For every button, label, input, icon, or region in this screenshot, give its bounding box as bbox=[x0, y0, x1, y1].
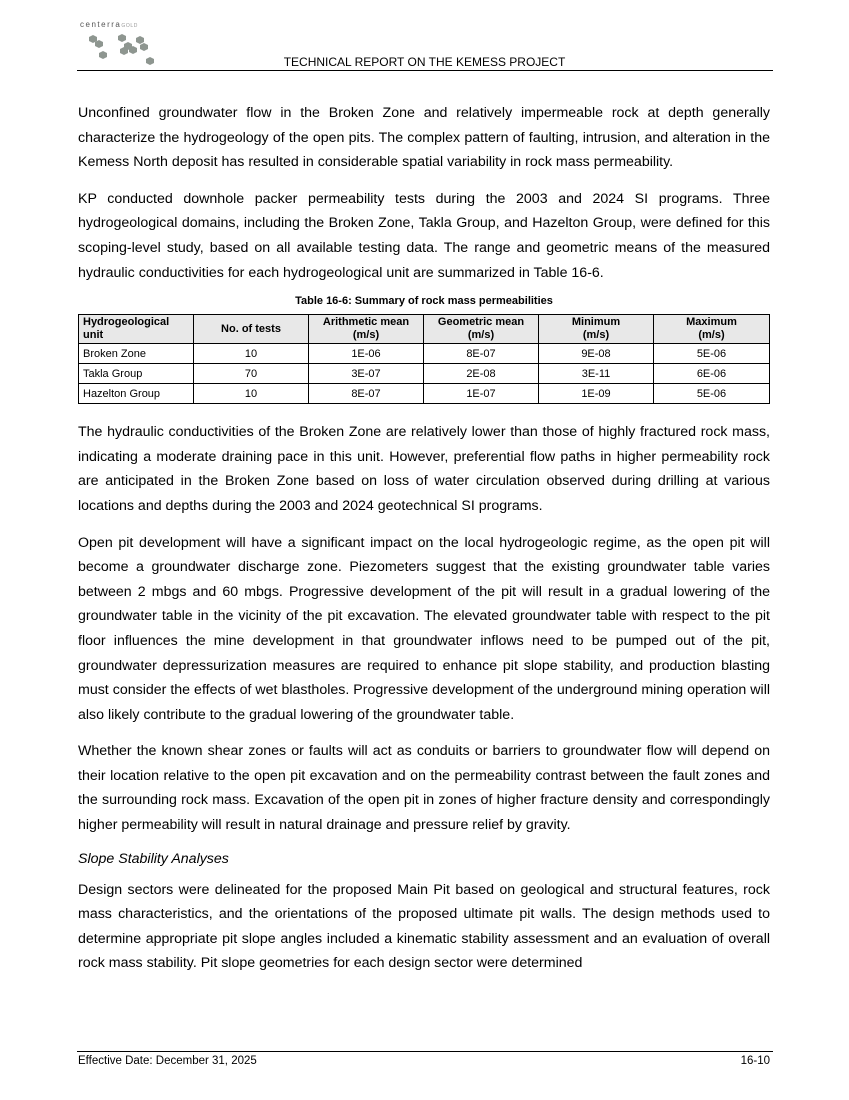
report-header-title: TECHNICAL REPORT ON THE KEMESS PROJECT bbox=[283, 55, 566, 69]
header-hydrogeological-unit: Hydrogeological unit bbox=[79, 315, 194, 344]
header-divider bbox=[77, 70, 773, 71]
table-cell: 3E-11 bbox=[539, 364, 654, 384]
footer-divider bbox=[77, 1051, 773, 1052]
table-cell: 10 bbox=[194, 384, 309, 404]
paragraph-2: KP conducted downhole packer permeability tests during the 2003 and 2024 SI programs. Three hydrogeological domains, including the Broken Zone, Takla Group, and Hazelton Group, were defined for this scoping-level study, based on all available testing data. The range and geometric means of the measured hydraulic conductivities for each hydrogeological unit are summarized in Table 16-6. bbox=[78, 190, 770, 281]
table-cell: 70 bbox=[194, 364, 309, 384]
table-cell: Takla Group bbox=[79, 364, 194, 384]
table-cell: 1E-09 bbox=[539, 384, 654, 404]
table-cell: 10 bbox=[194, 344, 309, 364]
table-row bbox=[79, 364, 770, 384]
header-geometric-mean: Geometric mean (m/s) bbox=[424, 315, 539, 344]
table-row bbox=[79, 384, 770, 404]
paragraph-3: The hydraulic conductivities of the Broken Zone are relatively lower than those of highly fractured rock mass, indicating a moderate draining pace in this unit. However, preferential flow paths in higher permeability rock are anticipated in the Broken Zone based on loss of water circulation observed during drilling at various locations and depths during the 2003 and 2024 geotechnical SI programs. bbox=[78, 424, 770, 514]
logo-wordmark: centerra bbox=[80, 20, 122, 29]
paragraph-6: Design sectors were delineated for the proposed Main Pit based on geological and structural features, rock mass characteristics, and the orientations of the proposed ultimate pit walls. The design methods used to determine appropriate pit slope angles included a kinematic stability assessment and an evaluation of overall rock mass stability. Pit slope geometries for each design sector were determined bbox=[78, 881, 770, 972]
table-cell: Broken Zone bbox=[79, 344, 194, 364]
section-subheading: Slope Stability Analyses bbox=[78, 850, 229, 867]
header-no-of-tests: No. of tests bbox=[194, 315, 309, 344]
paragraph-4: Open pit development will have a significant impact on the local hydrogeologic regime, as the open pit will become a groundwater discharge zone. Piezometers suggest that the existing groundwater table varies between 2 mbgs and 60 mbgs. Progressive development of the pit will result in a gradual lowering of the groundwater table in the vicinity of the pit excavation. The elevated groundwater table with respect to the pit floor influences the mine development in that groundwater inflows need to be pumped out of the pit, groundwater depressurization measures are required to enhance pit slope stability, and production blasting must consider the effects of wet blastholes. Progressive development of the underground mining operation will also likely contribute to the gradual lowering of the groundwater table. bbox=[78, 534, 770, 723]
header-maximum: Maximum (m/s) bbox=[654, 315, 770, 344]
permeability-table bbox=[78, 314, 770, 404]
table-cell: 2E-08 bbox=[424, 364, 539, 384]
page-body bbox=[78, 101, 770, 988]
page-number: 16-10 bbox=[740, 1055, 770, 1067]
header-arithmetic-mean: Arithmetic mean (m/s) bbox=[309, 315, 424, 344]
table-cell: 3E-07 bbox=[309, 364, 424, 384]
table-cell: 8E-07 bbox=[424, 344, 539, 364]
table-cell: 8E-07 bbox=[309, 384, 424, 404]
table-cell: 1E-07 bbox=[424, 384, 539, 404]
table-caption: Table 16-6: Summary of rock mass permeabilities bbox=[295, 295, 553, 308]
table-cell: 9E-08 bbox=[539, 344, 654, 364]
effective-date: Effective Date: December 31, 2025 bbox=[78, 1055, 257, 1067]
paragraph-1: Unconfined groundwater flow in the Broken Zone and relatively impermeable rock at depth generally characterize the hydrogeology of the open pits. The complex pattern of faulting, intrusion, and alteration in the Kemess North deposit has resulted in considerable spatial variability in rock mass permeability. bbox=[78, 105, 770, 171]
header-minimum: Minimum (m/s) bbox=[539, 315, 654, 344]
table-cell: Hazelton Group bbox=[79, 384, 194, 404]
table-header-row bbox=[79, 315, 770, 344]
table-row bbox=[79, 344, 770, 364]
table-cell: 6E-06 bbox=[654, 364, 770, 384]
table-cell: 1E-06 bbox=[309, 344, 424, 364]
logo-gold-mark: GOLD bbox=[121, 23, 138, 29]
paragraph-5: Whether the known shear zones or faults will act as conduits or barriers to groundwater flow will depend on their location relative to the open pit excavation and on the permeability contrast between the fault zones and the surrounding rock mass. Excavation of the open pit in zones of higher fracture density and correspondingly higher permeability will result in natural drainage and pressure relief by gravity. bbox=[78, 743, 770, 834]
table-cell: 5E-06 bbox=[654, 344, 770, 364]
table-cell: 5E-06 bbox=[654, 384, 770, 404]
